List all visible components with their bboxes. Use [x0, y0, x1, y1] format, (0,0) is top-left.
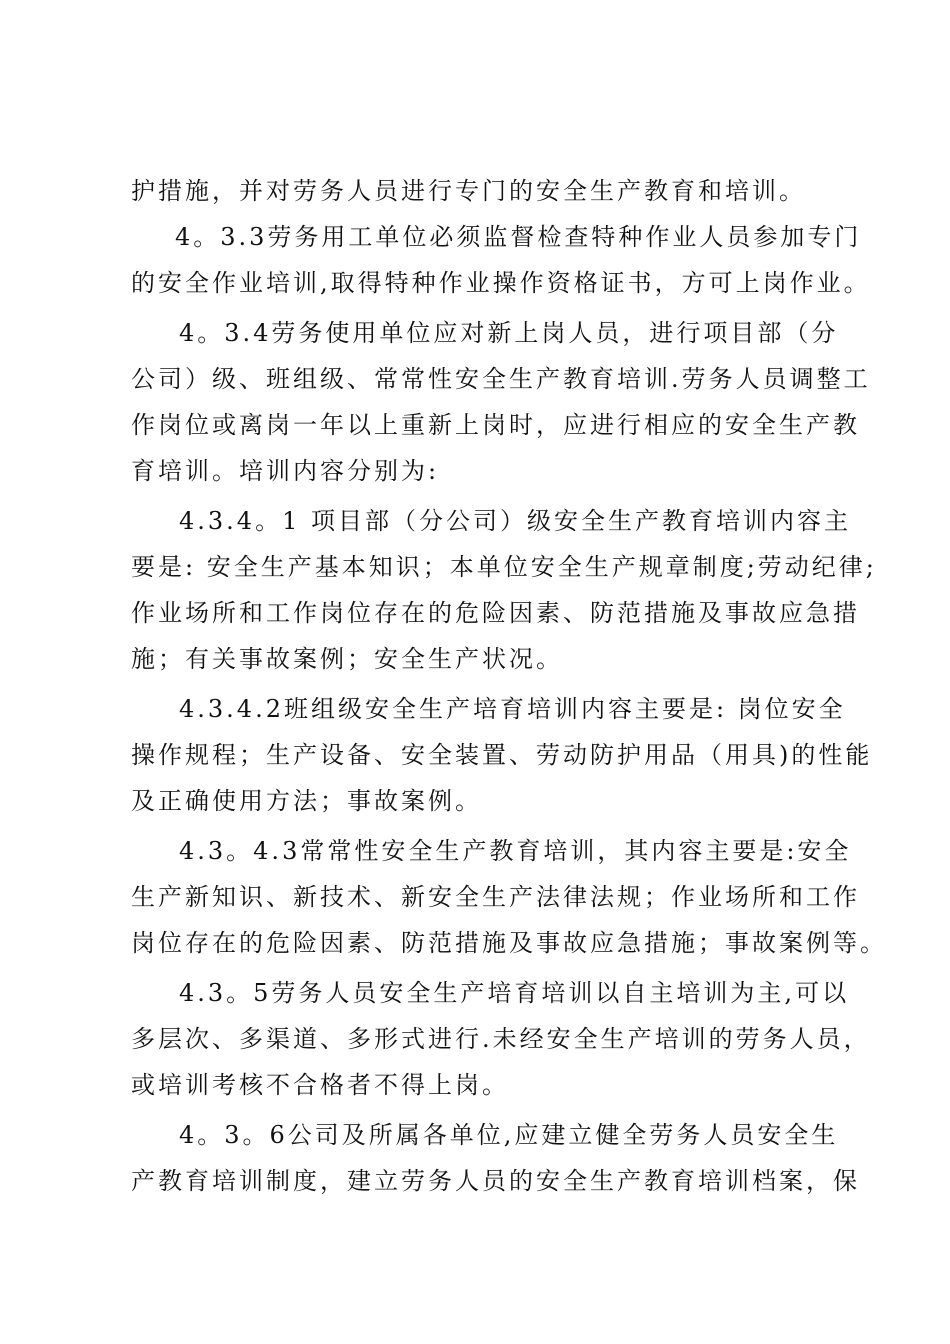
text-line: 育培训。培训内容分别为: [131, 457, 440, 485]
text-line: 4.3。4.3常常性安全生产教育培训，其内容主要是:安全 [179, 837, 852, 865]
text-line: 多层次、多渠道、多形式进行.未经安全生产培训的劳务人员， [131, 1025, 871, 1053]
text-line: 4.3.4.2班组级安全生产培育培训内容主要是: 岗位安全 [179, 695, 846, 723]
text-line: 4.3.4。1 项目部（分公司）级安全生产教育培训内容主 [179, 507, 851, 535]
text-line: 要是: 安全生产基本知识；本单位安全生产规章制度;劳动纪律; [131, 553, 877, 581]
text-line: 公司）级、班组级、常常性安全生产教育培训.劳务人员调整工 [131, 365, 871, 393]
document-body [131, 168, 887, 1204]
text-line: 或培训考核不合格者不得上岗。 [131, 1071, 509, 1099]
text-line: 施；有关事故案例；安全生产状况。 [131, 645, 563, 673]
text-line: 4.3。5劳务人员安全生产培育培训以自主培训为主,可以 [179, 979, 850, 1007]
text-line: 产教育培训制度，建立劳务人员的安全生产教育培训档案，保 [131, 1167, 860, 1195]
text-line: 作岗位或离岗一年以上重新上岗时，应进行相应的安全生产教 [131, 411, 860, 439]
text-line: 4。3。6公司及所属各单位,应建立健全劳务人员安全生 [179, 1121, 839, 1149]
text-line: 生产新知识、新技术、新安全生产法律法规；作业场所和工作 [131, 883, 860, 911]
text-line: 4。3.3劳务用工单位必须监督检查特种作业人员参加专门 [175, 223, 862, 251]
text-line: 作业场所和工作岗位存在的危险因素、防范措施及事故应急措 [131, 599, 860, 627]
text-line: 护措施，并对劳务人员进行专门的安全生产教育和培训。 [131, 177, 806, 205]
text-line: 岗位存在的危险因素、防范措施及事故应急措施；事故案例等。 [131, 929, 887, 957]
text-line: 操作规程；生产设备、安全装置、劳动防护用品（用具)的性能 [131, 741, 873, 769]
text-line: 及正确使用方法；事故案例。 [131, 787, 482, 815]
text-line: 4。3.4劳务使用单位应对新上岗人员，进行项目部（分 [179, 319, 839, 347]
text-line: 的安全作业培训,取得特种作业操作资格证书，方可上岗作业。 [131, 269, 871, 297]
